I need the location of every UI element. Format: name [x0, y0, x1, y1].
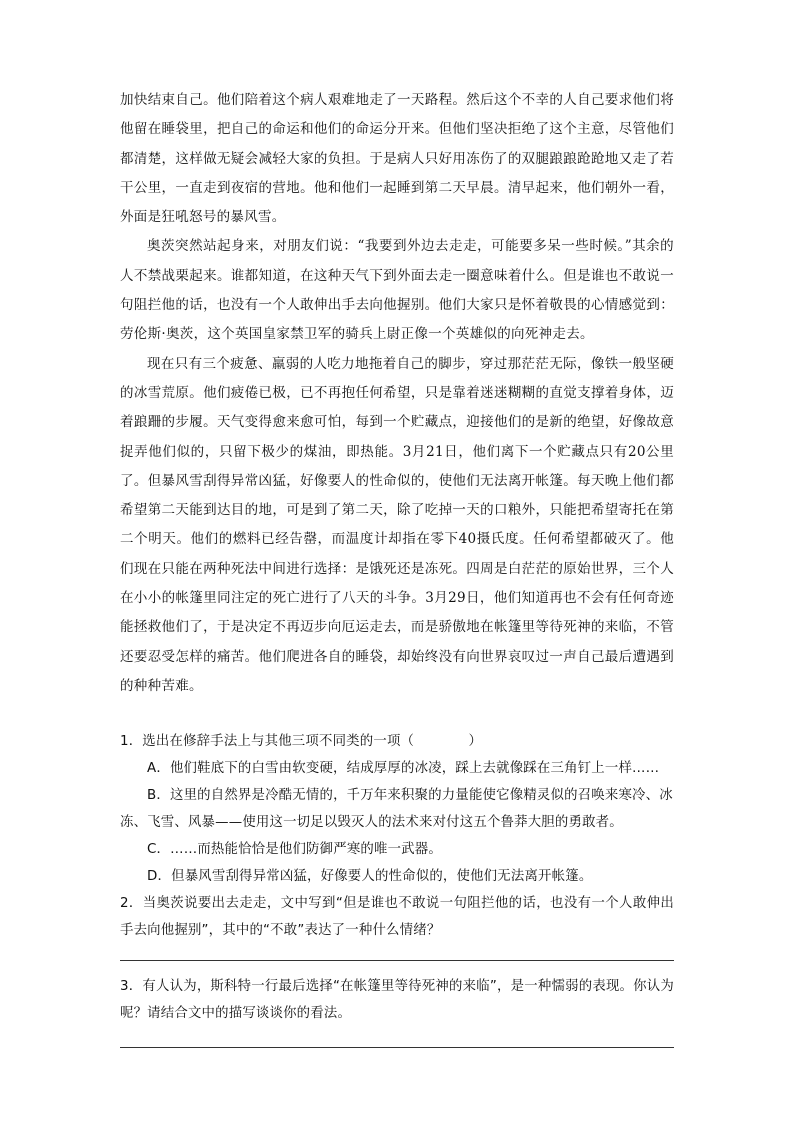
question-1-option-a: A．他们鞋底下的白雪由软变硬，结成厚厚的冰凌，踩上去就像踩在三角钉上一样……: [147, 761, 660, 777]
question-1-stem: 1．选出在修辞手法上与其他三项不同类的一项（ ）: [120, 734, 483, 750]
passage-paragraph-3: 现在只有三个疲惫、羸弱的人吃力地拖着自己的脚步，穿过那茫茫无际，像铁一般坚硬的冰雪荒原。他们疲倦已极，已不再抱任何希望，只是靠着迷迷糊糊的直觉支撑着身体，迈着踉跚的步履。天气变得愈来愈可怕，每到一个贮藏点，迎接他们的是新的绝望，好像故意捉弄他们似的，只留下极少的煤油，即热能。3月21日，他们离下一个贮藏点只有20公里了。但暴风雪刮得异常凶猛，好像要人的性命似的，使他们无法离开帐篷。每天晚上他们都希望第二天能到达目的地，可是到了第二天，除了吃掉一天的口粮外，只能把希望寄托在第二个明天。他们的燃料已经告罄，而温度计却指在零下40摄氏度。任何希望都破灭了。他们现在只能在两种死法中间进行选择：是饿死还是冻死。四周是白茫茫的原始世界，三个人在小小的帐篷里同注定的死亡进行了八天的斗争。3月29日，他们知道再也不会有任何奇迹能拯救他们了，于是决定不再迈步向厄运走去，而是骄傲地在帐篷里等待死神的来临，不管还要忍受怎样的痛苦。他们爬进各自的睡袋，却始终没有向世界哀叹过一声自己最后遭遇到的种种苦难。: [120, 355, 674, 694]
question-1-option-b: B．这里的自然界是冷酷无情的，千万年来积聚的力量能使它像精灵似的召唤来寒冷、冰冻、飞雪、风暴——使用这一切足以毁灭人的法术来对付这五个鲁莽大胆的勇敢者。: [120, 788, 673, 831]
question-3-answer-line[interactable]: [120, 1047, 674, 1048]
passage-paragraph-1: 加快结束自己。他们陪着这个病人艰难地走了一天路程。然后这个不幸的人自己要求他们将他留在睡袋里，把自己的命运和他们的命运分开来。但他们坚决拒绝了这个主意，尽管他们都清楚，这样做无疑会减轻大家的负担。于是病人只好用冻伤了的双腿踉踉跄跄地又走了若干公里，一直走到夜宿的营地。他和他们一起睡到第二天早晨。清早起来，他们朝外一看，外面是狂吼怒号的暴风雪。: [120, 92, 674, 226]
question-section: [120, 728, 674, 1048]
question-2-answer-line[interactable]: [120, 960, 674, 961]
question-1-option-c: C．……而热能恰恰是他们防御严寒的唯一武器。: [147, 842, 442, 858]
question-2-stem: 2．当奥茨说要出去走走，文中写到“但是谁也不敢说一句阻拦他的话，也没有一个人敢伸出手去向他握别”，其中的“不敢”表达了一种什么情绪？: [120, 896, 674, 939]
passage-paragraph-2: 奥茨突然站起身来，对朋友们说：“我要到外边去走走，可能要多呆一些时候。”其余的人不禁战栗起来。谁都知道，在这种天气下到外面去走一圈意味着什么。但是谁也不敢说一句阻拦他的话，也没有一个人敢伸出手去向他握别。他们大家只是怀着敬畏的心情感觉到：劳伦斯·奥茨，这个英国皇家禁卫军的骑兵上尉正像一个英雄似的向死神走去。: [120, 238, 674, 343]
question-1-option-d: D．但暴风雪刮得异常凶猛，好像要人的性命似的，使他们无法离开帐篷。: [147, 869, 593, 885]
document-page: [120, 86, 674, 1060]
question-3-stem: 3．有人认为，斯科特一行最后选择“在帐篷里等待死神的来临”，是一种懦弱的表现。你认为呢？请结合文中的描写谈谈你的看法。: [120, 979, 674, 1022]
reading-passage: [120, 86, 674, 701]
